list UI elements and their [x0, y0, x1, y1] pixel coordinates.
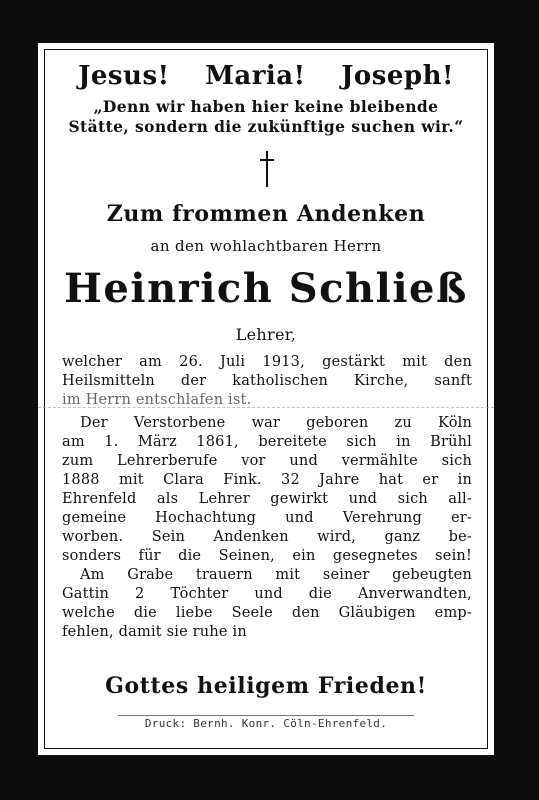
verse-line-2: Stätte, sondern die zukünftige suchen wir.“	[68, 117, 464, 136]
text-line: sonders für die Seinen, ein gesegnetes sein!	[62, 548, 472, 564]
divider	[118, 715, 414, 716]
obituary-text	[62, 353, 472, 642]
deceased-name: Heinrich Schließ	[64, 265, 468, 312]
text-line: im Herrn entschlafen ist.	[62, 392, 252, 408]
printer-imprint: Druck: Bernh. Konr. Cöln-Ehrenfeld.	[144, 717, 388, 730]
subheading: an den wohlachtbaren Herrn	[150, 237, 382, 255]
invocation: Jesus! Maria! Joseph!	[78, 61, 454, 91]
profession: Lehrer,	[235, 325, 297, 344]
text-line: welcher am 26. Juli 1913, gestärkt mit den	[62, 354, 472, 370]
text-line: 1888 mit Clara Fink. 32 Jahre hat er in	[62, 472, 472, 488]
verse-line-1: „Denn wir haben hier keine bleibende	[93, 97, 439, 116]
closing-phrase: Gottes heiligem Frieden!	[105, 673, 427, 699]
text-line: Am Grabe trauern mit seiner gebeugten	[80, 567, 472, 583]
text-line: gemeine Hochachtung und Verehrung er-	[62, 510, 472, 526]
text-line: Ehrenfeld als Lehrer gewirkt und sich all-	[62, 491, 472, 507]
text-line: Heilsmitteln der katholischen Kirche, sanft	[62, 373, 472, 389]
heading: Zum frommen Andenken	[106, 201, 426, 227]
cross-icon	[258, 151, 276, 187]
text-line: fehlen, damit sie ruhe in	[62, 624, 247, 640]
text-line: zum Lehrerberufe vor und vermählte sich	[62, 453, 472, 469]
text-line: Gattin 2 Töchter und die Anverwandten,	[62, 586, 472, 602]
memorial-card	[38, 43, 494, 755]
text-line: Der Verstorbene war geboren zu Köln	[80, 415, 472, 431]
text-line: worben. Sein Andenken wird, ganz be-	[62, 529, 472, 545]
text-line: am 1. März 1861, bereitete sich in Brühl	[62, 434, 472, 450]
text-line: welche die liebe Seele den Gläubigen emp-	[62, 605, 472, 621]
